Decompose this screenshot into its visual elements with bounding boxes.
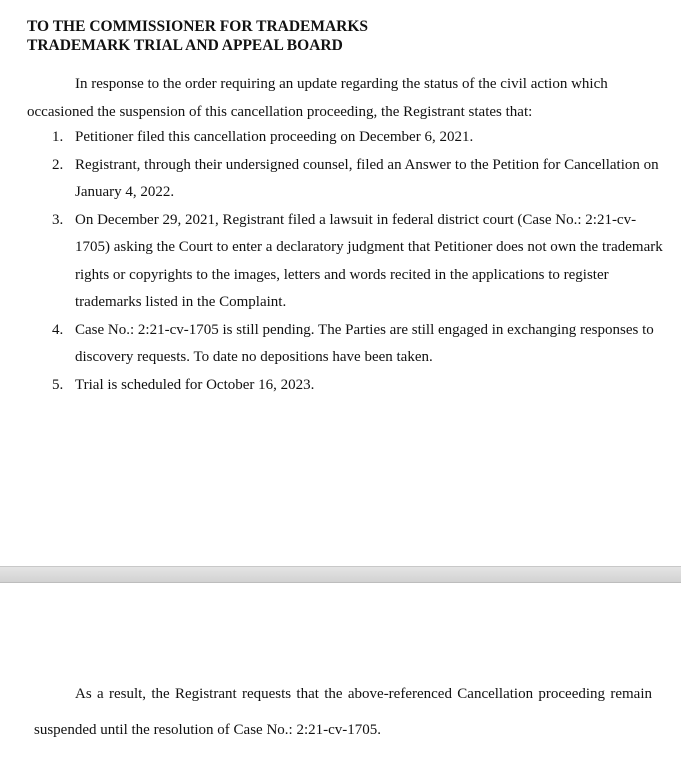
list-item-text: Registrant, through their undersigned counsel, filed an Answer to the Petition for Cancellation on January 4, 2022. [75,156,659,200]
page-break-separator [0,566,681,583]
list-item-number: 5. [52,376,64,393]
list-item-text: Trial is scheduled for October 16, 2023. [75,376,315,393]
list-item-number: 2. [52,156,64,173]
list-item-text: Case No.: 2:21-cv-1705 is still pending. The Parties are still engaged in exchanging responses to discovery requests. To date no depositions have been taken. [75,321,654,365]
list-item [0,124,681,152]
list-item-number: 4. [52,321,64,338]
list-item [0,372,681,400]
list-item [0,207,681,317]
list-item-text: Petitioner filed this cancellation proceeding on December 6, 2021. [75,129,474,145]
conclusion-paragraph [34,676,652,748]
list-item-number: 3. [52,211,64,228]
heading-line-board: TRADEMARK TRIAL AND APPEAL BOARD [27,37,343,54]
list-item-number: 1. [52,129,64,145]
conclusion-text: As a result, the Registrant requests that the above-referenced Cancellation proceeding remain suspended until the resolution of Case No.: 2:21-cv-1705. [34,686,652,738]
list-item [0,152,681,207]
heading-line-commissioner: TO THE COMMISSIONER FOR TRADEMARKS [27,18,369,35]
addressee-heading [27,17,368,55]
list-item-text: On December 29, 2021, Registrant filed a lawsuit in federal district court (Case No.: 2:21-cv-1705) asking the Court to enter a declaratory judgment that Petitioner does not own the trademark rights or copyrights to the images, letters and words recited in the applications to register trademarks listed in the Complaint. [75,211,663,310]
document-page-2 [0,583,681,767]
status-list [0,124,681,399]
intro-text: In response to the order requiring an update regarding the status of the civil action which occasioned the suspension of this cancellation proceeding, the Registrant states that: [27,76,608,120]
list-item [0,317,681,372]
intro-paragraph [27,71,667,126]
